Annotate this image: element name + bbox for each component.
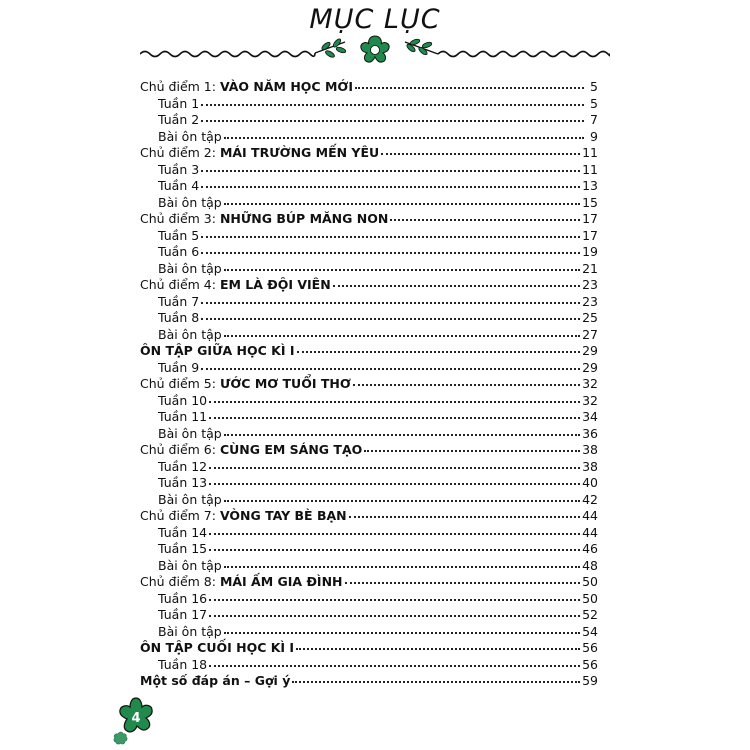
dot-leader <box>224 127 584 139</box>
chapter-name: MÁI TRƯỜNG MẾN YÊU <box>219 145 380 160</box>
toc-page-number: 50 <box>582 590 598 606</box>
chapter-name: NHỮNG BÚP MĂNG NON <box>219 211 389 226</box>
toc-page-number: 15 <box>582 194 598 210</box>
toc-entry-label: Bài ôn tập <box>158 194 222 210</box>
page-number-badge <box>110 694 162 746</box>
toc-page-number: 25 <box>582 310 598 325</box>
toc-entry-label: Bài ôn tập <box>158 425 222 441</box>
toc-page-number: 32 <box>582 376 598 391</box>
toc-entry-label: Bài ôn tập <box>158 491 222 507</box>
toc-page-number: 11 <box>582 145 598 160</box>
wavy-line-left-icon <box>140 52 315 57</box>
dot-leader <box>364 440 580 452</box>
toc-page-number: 48 <box>582 557 598 573</box>
toc-entry-label: Tuần 3 <box>158 161 200 177</box>
toc-page-number: 29 <box>582 343 598 358</box>
toc-entry-label: Bài ôn tập <box>158 128 222 144</box>
leaf-sprig-right-icon <box>405 38 438 56</box>
toc-page-number: 50 <box>582 574 598 589</box>
dot-leader <box>381 143 580 155</box>
chapter-name: VÀO NĂM HỌC MỚI <box>219 79 353 94</box>
toc-page-number: 42 <box>582 491 598 507</box>
toc-entry-label: Tuần 6 <box>158 244 200 259</box>
dot-leader <box>224 259 580 271</box>
flower-icon <box>361 36 389 62</box>
toc-page-number: 9 <box>590 128 598 144</box>
toc-entry-label: ÔN TẬP GIỮA HỌC KÌ I <box>140 343 295 358</box>
dot-leader <box>296 638 580 650</box>
toc-entry-label: Tuần 14 <box>158 524 208 540</box>
dot-leader <box>209 605 580 617</box>
toc-page-number: 21 <box>582 260 598 276</box>
toc-page-number: 56 <box>582 656 598 672</box>
dot-leader <box>390 209 580 221</box>
toc-entry-label: Bài ôn tập <box>158 623 222 639</box>
dot-leader <box>349 506 580 518</box>
title-ornament <box>140 34 610 64</box>
toc-page-number: 13 <box>582 178 598 193</box>
dot-leader <box>201 110 584 122</box>
toc-page-number: 17 <box>582 227 598 243</box>
toc-entry-label: Tuần 17 <box>158 607 208 622</box>
dot-leader <box>292 671 580 683</box>
dot-leader <box>201 242 580 254</box>
toc-entry-label: Tuần 18 <box>158 656 208 672</box>
dot-leader <box>201 358 580 370</box>
toc-entry-label: Bài ôn tập <box>158 557 222 573</box>
toc-page-number: 46 <box>582 541 598 556</box>
dot-leader <box>209 473 580 485</box>
toc-page-number: 52 <box>582 607 598 622</box>
dot-leader <box>209 457 580 469</box>
small-flower-icon <box>114 732 127 744</box>
toc-entry-label: Tuần 8 <box>158 310 200 325</box>
chapter-prefix: Chủ điểm 2: <box>140 145 220 160</box>
toc-page-number: 19 <box>582 244 598 259</box>
dot-leader <box>209 523 580 535</box>
dot-leader <box>209 655 580 667</box>
toc-entry-label: Tuần 7 <box>158 293 200 309</box>
dot-leader <box>224 556 580 568</box>
toc-page-number: 54 <box>582 623 598 639</box>
dot-leader <box>201 94 584 106</box>
toc-entry-label: Tuần 2 <box>158 112 200 127</box>
toc-page-number: 34 <box>582 409 598 424</box>
chapter-prefix: Chủ điểm 5: <box>140 376 220 391</box>
toc-entry-label: Tuần 11 <box>158 409 208 424</box>
toc-page-number: 40 <box>582 475 598 490</box>
toc-entry-label: Bài ôn tập <box>158 326 222 342</box>
toc-page-number: 27 <box>582 326 598 342</box>
toc-entry-label: Tuần 4 <box>158 178 200 193</box>
toc-page-number: 44 <box>582 508 598 523</box>
dot-leader <box>201 226 580 238</box>
chapter-name: VÒNG TAY BÈ BẠN <box>219 508 347 523</box>
toc-entry-label: Tuần 10 <box>158 392 208 408</box>
dot-leader <box>355 77 584 89</box>
dot-leader <box>209 589 580 601</box>
toc-entry <box>140 673 598 690</box>
toc-page-number: 38 <box>582 458 598 474</box>
toc-page-number: 44 <box>582 524 598 540</box>
toc-page-number: 5 <box>590 95 598 111</box>
dot-leader <box>209 391 580 403</box>
wavy-line-right-icon <box>438 52 610 57</box>
toc-entry-label: Tuần 12 <box>158 458 208 474</box>
table-of-contents <box>140 79 598 690</box>
toc-page-number: 17 <box>582 211 598 226</box>
toc-page-number: 38 <box>582 442 598 457</box>
toc-page-number: 59 <box>582 673 598 688</box>
page-title: MỤC LỤC <box>309 4 441 35</box>
toc-entry-label: Tuần 13 <box>158 475 208 490</box>
dot-leader <box>201 160 580 172</box>
chapter-name: ƯỚC MƠ TUỔI THƠ <box>219 376 351 391</box>
leaf-sprig-left-icon <box>315 38 346 59</box>
toc-entry-label: Bài ôn tập <box>158 260 222 276</box>
toc-entry-label: Tuần 1 <box>158 95 200 111</box>
chapter-name: EM LÀ ĐỘI VIÊN <box>219 277 331 292</box>
dot-leader <box>224 490 580 502</box>
toc-page-number: 23 <box>582 293 598 309</box>
toc-page-number: 23 <box>582 277 598 292</box>
page-number: 4 <box>131 711 141 726</box>
dot-leader <box>353 374 580 386</box>
toc-entry-label: ÔN TẬP CUỐI HỌC KÌ I <box>140 640 295 655</box>
toc-entry-label: Tuần 16 <box>158 590 208 606</box>
dot-leader <box>209 407 580 419</box>
toc-entry-label: Một số đáp án – Gợi ý <box>140 673 291 688</box>
toc-page-number: 5 <box>590 79 598 94</box>
chapter-name: CÙNG EM SÁNG TẠO <box>219 442 363 457</box>
chapter-prefix: Chủ điểm 6: <box>140 442 220 457</box>
toc-entry-label: Tuần 15 <box>158 541 208 556</box>
dot-leader <box>209 539 580 551</box>
dot-leader <box>201 292 580 304</box>
toc-entry-label: Tuần 5 <box>158 227 200 243</box>
chapter-prefix: Chủ điểm 4: <box>140 277 220 292</box>
dot-leader <box>297 341 581 353</box>
dot-leader <box>345 572 581 584</box>
toc-page-number: 36 <box>582 425 598 441</box>
dot-leader <box>201 176 580 188</box>
dot-leader <box>224 622 580 634</box>
dot-leader <box>333 275 580 287</box>
chapter-prefix: Chủ điểm 7: <box>140 508 220 523</box>
chapter-prefix: Chủ điểm 3: <box>140 211 220 226</box>
chapter-prefix: Chủ điểm 1: <box>140 79 220 94</box>
toc-entry-label: Tuần 9 <box>158 359 200 375</box>
toc-page-number: 11 <box>582 161 598 177</box>
dot-leader <box>224 193 580 205</box>
chapter-prefix: Chủ điểm 8: <box>140 574 220 589</box>
toc-page-number: 7 <box>590 112 598 127</box>
toc-page-number: 29 <box>582 359 598 375</box>
dot-leader <box>224 424 580 436</box>
dot-leader <box>224 325 580 337</box>
dot-leader <box>201 308 580 320</box>
toc-page-number: 56 <box>582 640 598 655</box>
toc-page-number: 32 <box>582 392 598 408</box>
chapter-name: MÁI ẤM GIA ĐÌNH <box>219 574 343 589</box>
